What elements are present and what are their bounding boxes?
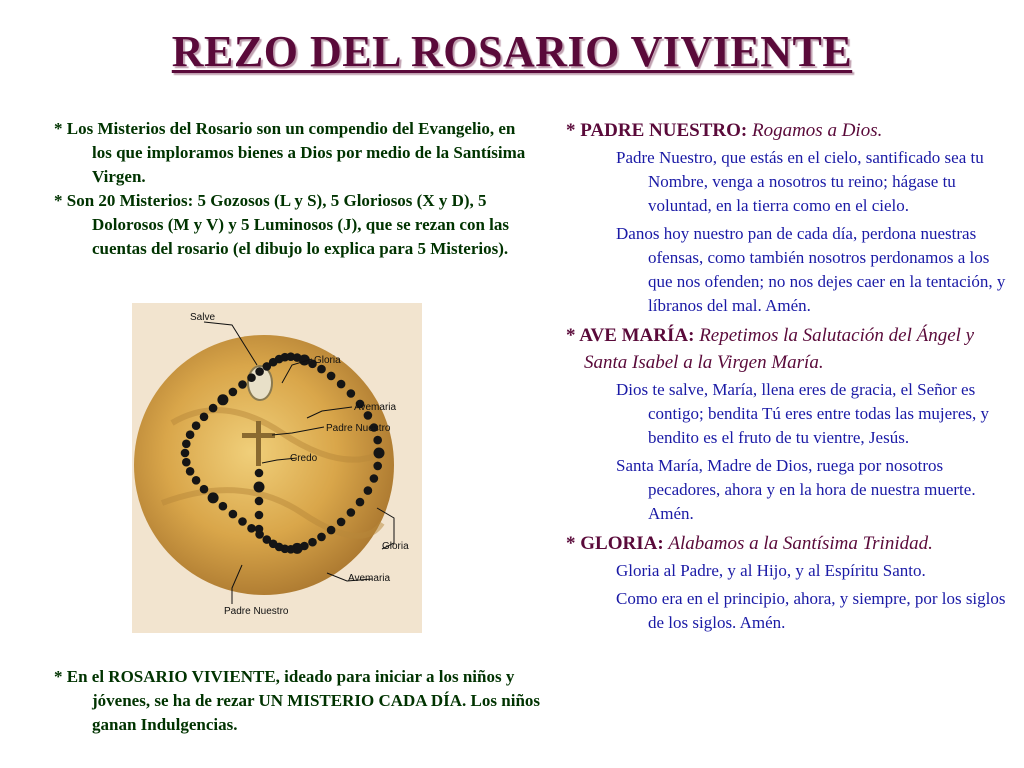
rosary-bead — [370, 474, 379, 483]
rosario-viviente-paragraph: * En el ROSARIO VIVIENTE, ideado para iniciar a los niños y jóvenes, se ha de rezar UN MISTERIO CADA DÍA. Los niños ganan Indulgencias. — [54, 667, 541, 734]
gloria-heading — [552, 530, 1012, 557]
rosary-bead — [373, 436, 382, 445]
rosary-bead — [209, 404, 218, 413]
rosary-bead — [217, 394, 228, 405]
rosary-bead — [364, 486, 373, 495]
rosary-bead — [255, 469, 264, 478]
rosary-bead — [181, 449, 190, 458]
rosary-bead — [186, 430, 195, 439]
right-column — [566, 117, 1012, 639]
rosary-bead — [327, 526, 336, 535]
label-padre-nuestro-top: Padre Nuestro — [326, 423, 391, 434]
ave-maria-title: * AVE MARÍA: — [566, 325, 695, 346]
rosary-bead — [229, 510, 238, 519]
rosary-bead — [337, 380, 346, 389]
rosary-bead — [347, 508, 356, 517]
gloria-text-2: Como era en el principio, ahora, y siempre, por los siglos de los siglos. Amén. — [616, 589, 1006, 632]
intro-paragraph: * Los Misterios del Rosario son un compendio del Evangelio, en los que imploramos bienes a Dios por medio de la Santísima Virgen. — [54, 119, 526, 186]
gloria-title: * GLORIA: — [566, 533, 664, 554]
rosary-bead — [192, 476, 201, 485]
padre-nuestro-title: * PADRE NUESTRO: — [566, 120, 748, 141]
padre-nuestro-text-2: Danos hoy nuestro pan de cada día, perdona nuestras ofensas, como también nosotros perdonamos a los que nos ofenden; no nos dejes caer en la tentación, y líbranos del mal. Amén. — [616, 224, 1006, 315]
padre-nuestro-heading — [552, 117, 1012, 144]
rosary-bead — [229, 388, 238, 397]
ave-maria-text-1: Dios te salve, María, llena eres de gracia, el Señor es contigo; bendita Tú eres entre todas las mujeres, y bendito es el fruto de tu vientre, Jesús. — [616, 380, 990, 447]
rosary-bead — [347, 389, 356, 398]
rosary-bead — [255, 367, 264, 376]
rosary-bead — [356, 498, 365, 507]
gloria-subtitle: Alabamos a la Santísima Trinidad. — [668, 533, 933, 554]
label-gloria-top: Gloria — [314, 355, 341, 366]
rosary-bead — [200, 413, 209, 422]
rosary-bead — [247, 373, 256, 382]
rosary-bead — [308, 538, 317, 547]
label-padre-nuestro-bottom: Padre Nuestro — [224, 606, 289, 617]
label-salve: Salve — [190, 312, 216, 323]
rosary-bead — [238, 380, 247, 389]
rosary-illustration — [132, 303, 422, 633]
padre-nuestro-subtitle: Rogamos a Dios. — [751, 120, 883, 141]
rosary-bead — [255, 525, 264, 534]
page-title: REZO DEL ROSARIO VIVIENTE — [171, 27, 853, 76]
gloria-text-1: Gloria al Padre, y al Hijo, y al Espíritu Santo. — [616, 561, 926, 580]
padre-nuestro-text-1: Padre Nuestro, que estás en el cielo, santificado sea tu Nombre, venga a nosotros tu reino; hágase tu voluntad, en la tierra como en el cielo. — [616, 148, 984, 215]
ave-maria-subtitle: Repetimos la Salutación del Ángel y Santa Isabel a la Virgen María. — [584, 325, 975, 373]
label-avemaria-bottom: Avemaria — [348, 573, 391, 584]
rosary-bead — [317, 365, 326, 374]
label-gloria-bottom: Gloria — [382, 541, 409, 552]
rosary-bead — [182, 440, 191, 449]
rosary-bead — [247, 524, 256, 533]
rosary-bead — [263, 535, 272, 544]
rosary-bead — [374, 448, 385, 459]
label-avemaria-top: Avemaria — [354, 402, 397, 413]
rosary-bead — [192, 421, 201, 430]
ave-maria-heading — [552, 322, 1012, 376]
rosary-bead — [200, 485, 209, 494]
rosary-bead — [182, 458, 191, 467]
rosary-bead — [254, 482, 265, 493]
rosary-bead — [208, 492, 219, 503]
rosary-bead — [255, 497, 264, 506]
rosary-bead — [186, 467, 195, 476]
mysteries-paragraph: * Son 20 Misterios: 5 Gozosos (L y S), 5 Gloriosos (X y D), 5 Dolorosos (M y V) y 5 Luminosos (J), que se rezan con las cuentas del rosario (el dibujo lo explica para 5 Misterios). — [54, 191, 509, 258]
rosary-bead — [219, 502, 228, 511]
rosary-bead — [327, 372, 336, 381]
rosary-bead — [238, 517, 247, 526]
rosary-bead — [373, 462, 382, 471]
rosary-bead — [337, 518, 346, 527]
rosary-bead — [255, 511, 264, 520]
ave-maria-text-2: Santa María, Madre de Dios, ruega por nosotros pecadores, ahora y en la hora de nuestra muerte. Amén. — [616, 456, 976, 523]
label-credo: Credo — [290, 453, 318, 464]
rosary-bead — [317, 533, 326, 542]
